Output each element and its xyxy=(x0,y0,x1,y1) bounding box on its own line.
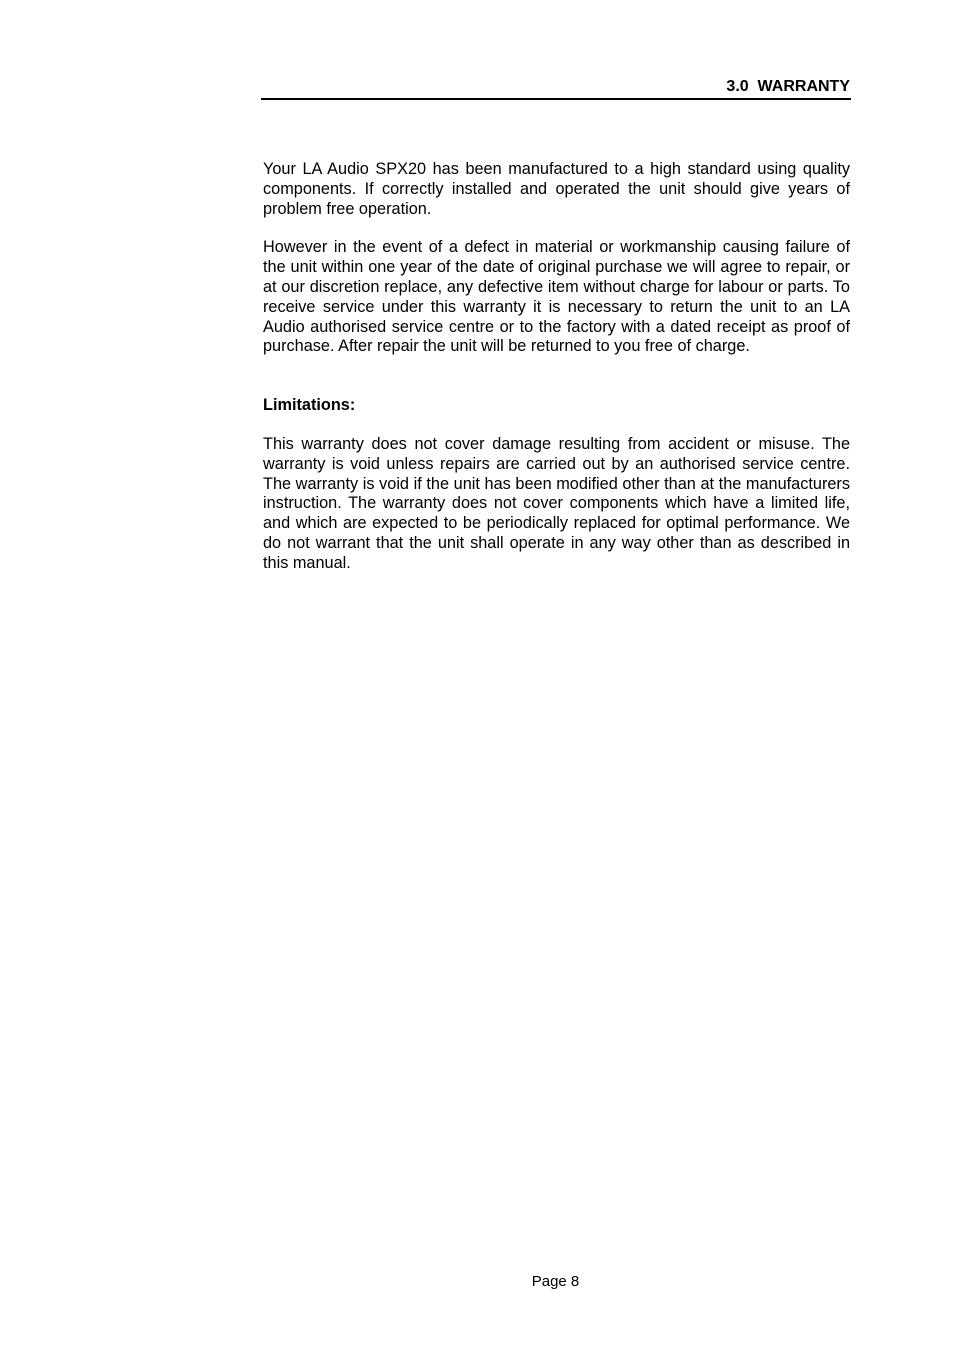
intro-paragraph: Your LA Audio SPX20 has been manufactured to a high standard using quality components. If correctly installed and operated the unit should give years of problem free operation. xyxy=(263,160,850,218)
limitations-heading: Limitations: xyxy=(263,396,356,415)
page-content xyxy=(263,160,850,574)
section-title: 3.0 WARRANTY xyxy=(726,78,850,95)
page-number: Page 8 xyxy=(531,1273,580,1290)
warranty-terms-paragraph: However in the event of a defect in material or workmanship causing failure of the unit within one year of the date of original purchase we will agree to repair, or at our discretion replace, any defective item without charge for labour or parts. To receive service under this warranty it is necessary to return the unit to an LA Audio authorised service centre or to the factory with a dated receipt as proof of purchase. After repair the unit will be returned to you free of charge. xyxy=(263,238,850,356)
limitations-paragraph: This warranty does not cover damage resulting from accident or misuse. The warranty is void unless repairs are carried out by an authorised service centre. The warranty is void if the unit has been modified other than at the manufacturers instruction. The warranty does not cover components which have a limited life, and which are expected to be periodically replaced for optimal performance. We do not warrant that the unit shall operate in any way other than as described in this manual. xyxy=(263,434,850,572)
page-header xyxy=(261,78,851,100)
